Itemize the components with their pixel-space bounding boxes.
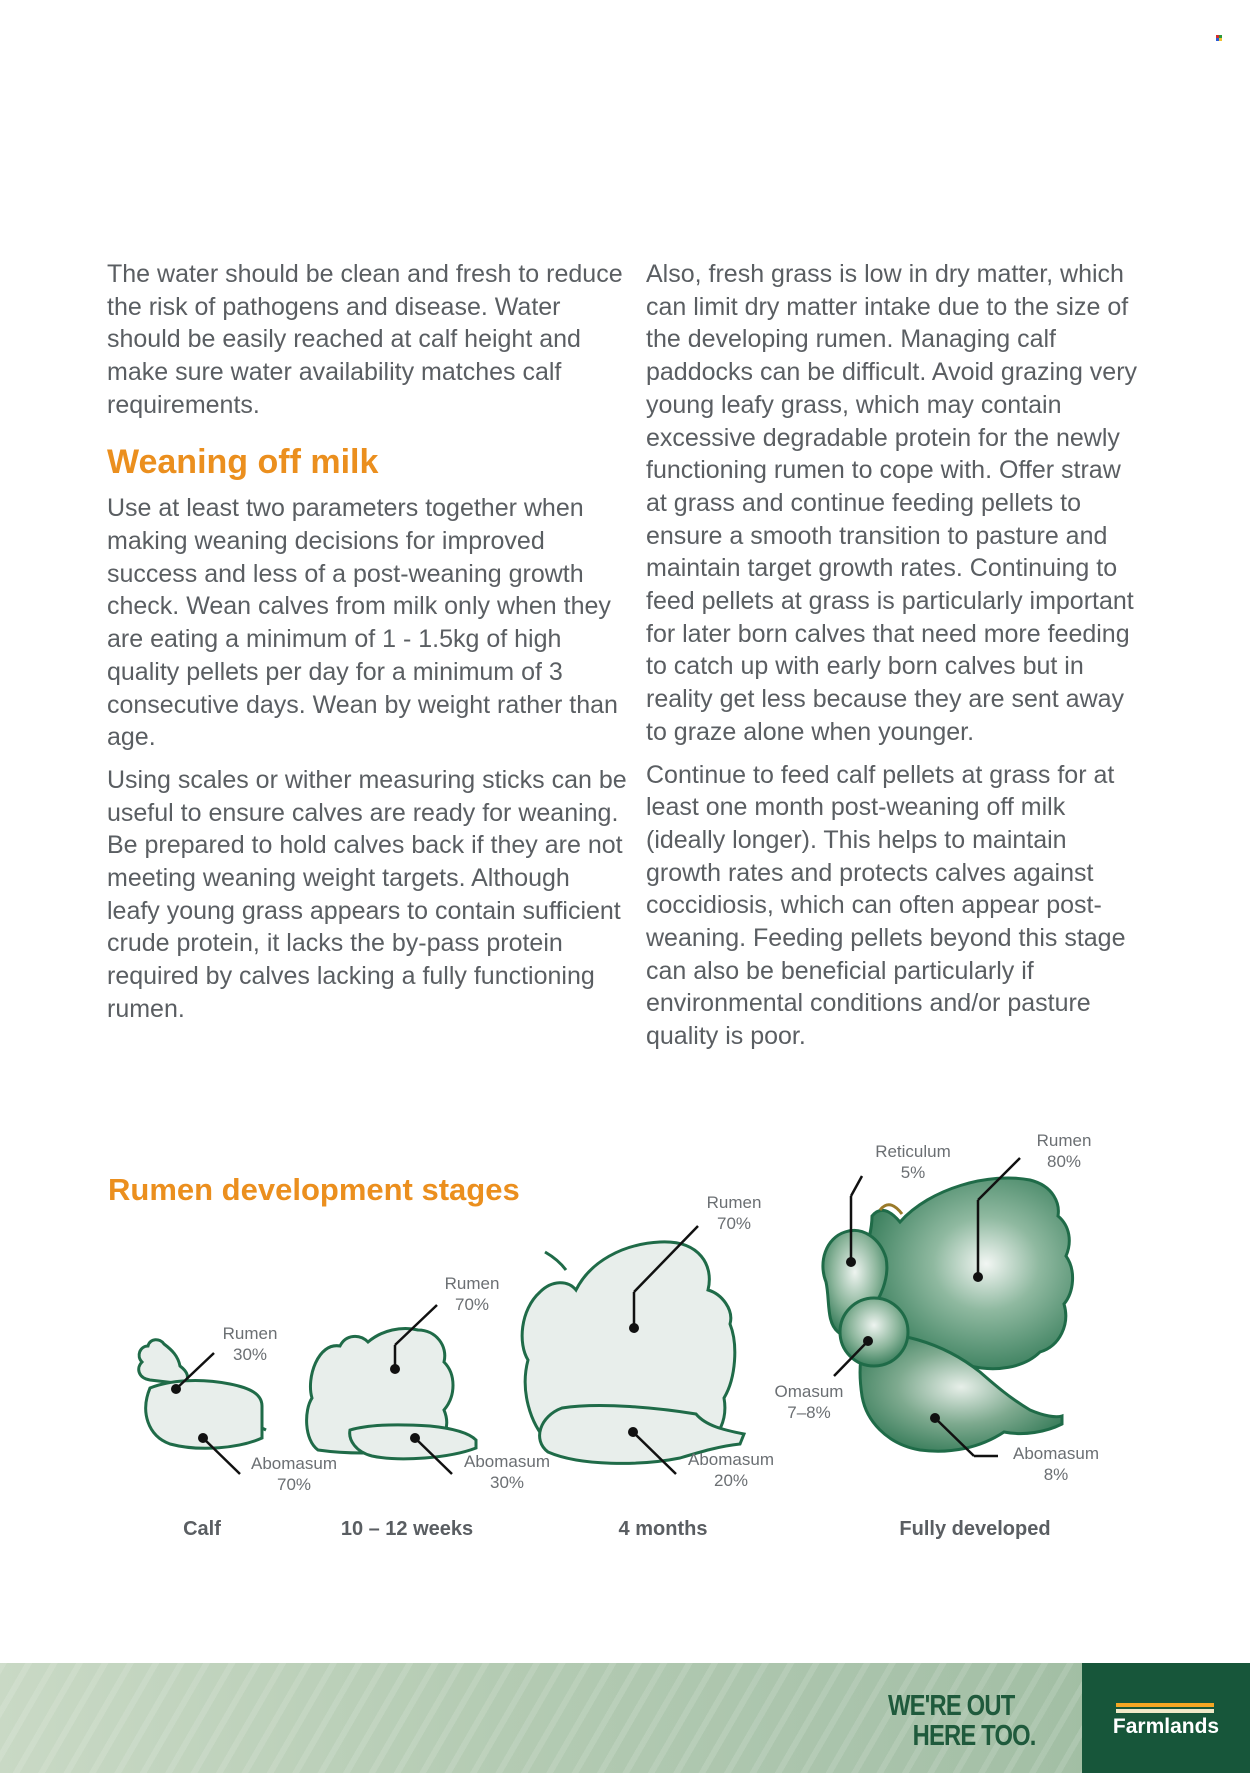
developed-rumen-value: 80% xyxy=(1046,1152,1082,1171)
logo-cream-bar xyxy=(1116,1709,1214,1713)
corner-color-mark xyxy=(1216,35,1223,42)
calf-abomasum-value: 70% xyxy=(276,1475,312,1494)
weeks-abomasum-label: Abomasum xyxy=(464,1452,550,1471)
footer-slogan xyxy=(888,1691,1036,1751)
footer-banner xyxy=(0,1663,1250,1773)
months-abomasum-value: 20% xyxy=(713,1471,749,1490)
weaning-paragraph-1: Use at least two parameters together when making weaning decisions for improved success and less of a post-weaning growth check. Wean calves from milk only when they are eating a minimum of 1 - 1.5kg of high quality pellets per day for a minimum of 3 consecutive days. Wean by weight rather than age. xyxy=(107,494,618,752)
developed-reticulum-pointer-b xyxy=(851,1176,862,1196)
developed-rumen-dot xyxy=(973,1272,983,1282)
brand-name: Farmlands xyxy=(1112,1715,1220,1738)
months-abomasum-label: Abomasum xyxy=(688,1450,774,1469)
weeks-rumen-label: Rumen xyxy=(444,1274,500,1293)
months-rumen-label: Rumen xyxy=(706,1193,762,1212)
water-paragraph: The water should be clean and fresh to reduce the risk of pathogens and disease. Water should be easily reached at calf height and make sure water availability matches calf requirements. xyxy=(107,260,623,419)
grass-paragraph: Also, fresh grass is low in dry matter, which can limit dry matter intake due to the size of the developing rumen. Managing calf paddocks can be difficult. Avoid grazing very young leafy grass, which may contain excessive degradable protein for the newly functioning rumen to cope with. Offer straw at grass and continue feeding pellets to ensure a smooth transition to pasture and maintain target growth rates. Continuing to feed pellets at grass is particularly important for later born calves that need more feeding to catch up with early born calves but in reality get less because they are sent away to graze alone when younger. xyxy=(646,260,1138,746)
calf-rumen-label: Rumen xyxy=(222,1324,278,1343)
calf-abomasum-dot xyxy=(198,1433,208,1443)
developed-abomasum-value: 8% xyxy=(1043,1465,1069,1484)
developed-reticulum-dot xyxy=(846,1257,856,1267)
weeks-rumen-value: 70% xyxy=(454,1295,490,1314)
developed-reticulum-label: Reticulum xyxy=(875,1142,951,1161)
developed-omasum-dot xyxy=(863,1336,873,1346)
calf-rumen-value: 30% xyxy=(232,1345,268,1364)
developed-abomasum-dot xyxy=(930,1413,940,1423)
pellets-paragraph: Continue to feed calf pellets at grass for at least one month post-weaning off milk (ideally longer). This helps to maintain growth rates and protects calves against coccidiosis, which can often appear post-weaning. Feeding pellets beyond this stage can also be beneficial particularly if environmental conditions and/or pasture quality is poor. xyxy=(646,760,1126,1051)
weaning-heading: Weaning off milk xyxy=(107,442,379,481)
developed-abomasum-label: Abomasum xyxy=(1013,1444,1099,1463)
slogan-line-2: HERE TOO. xyxy=(912,1720,1036,1752)
weeks-abomasum-dot xyxy=(410,1433,420,1443)
calf-abomasum-label: Abomasum xyxy=(251,1454,337,1473)
stage-label-weeks: 10 – 12 weeks xyxy=(340,1518,474,1540)
stage-label-calf: Calf xyxy=(183,1518,221,1540)
right-column xyxy=(646,258,1146,1053)
rumen-diagram xyxy=(0,1100,1250,1560)
weeks-abomasum-value: 30% xyxy=(489,1473,525,1492)
calf-rumen-dot xyxy=(171,1384,181,1394)
stage-label-months: 4 months xyxy=(618,1518,708,1540)
months-rumen-dot xyxy=(629,1323,639,1333)
developed-organs xyxy=(823,1178,1073,1451)
logo-orange-bar xyxy=(1116,1703,1214,1707)
weeks-rumen-dot xyxy=(390,1364,400,1374)
developed-rumen-label: Rumen xyxy=(1036,1131,1092,1150)
stage-label-developed: Fully developed xyxy=(899,1518,1051,1540)
diagram-title: Rumen development stages xyxy=(108,1172,520,1207)
months-rumen-value: 70% xyxy=(716,1214,752,1233)
developed-omasum-label: Omasum xyxy=(774,1382,844,1401)
developed-omasum-value: 7–8% xyxy=(787,1403,831,1422)
farmlands-logo xyxy=(1082,1663,1250,1773)
developed-reticulum-value: 5% xyxy=(900,1163,926,1182)
left-column xyxy=(107,258,627,1026)
months-abomasum-dot xyxy=(628,1427,638,1437)
slogan-line-1: WE'RE OUT xyxy=(888,1690,1015,1722)
weeks-organs xyxy=(307,1329,476,1459)
weaning-paragraph-2: Using scales or wither measuring sticks can be useful to ensure calves are ready for weaning. Be prepared to hold calves back if they are not meeting weaning weight targets. Although leafy young grass appears to contain sufficient crude protein, it lacks the by-pass protein required by calves lacking a fully functioning rumen. xyxy=(107,765,627,1023)
